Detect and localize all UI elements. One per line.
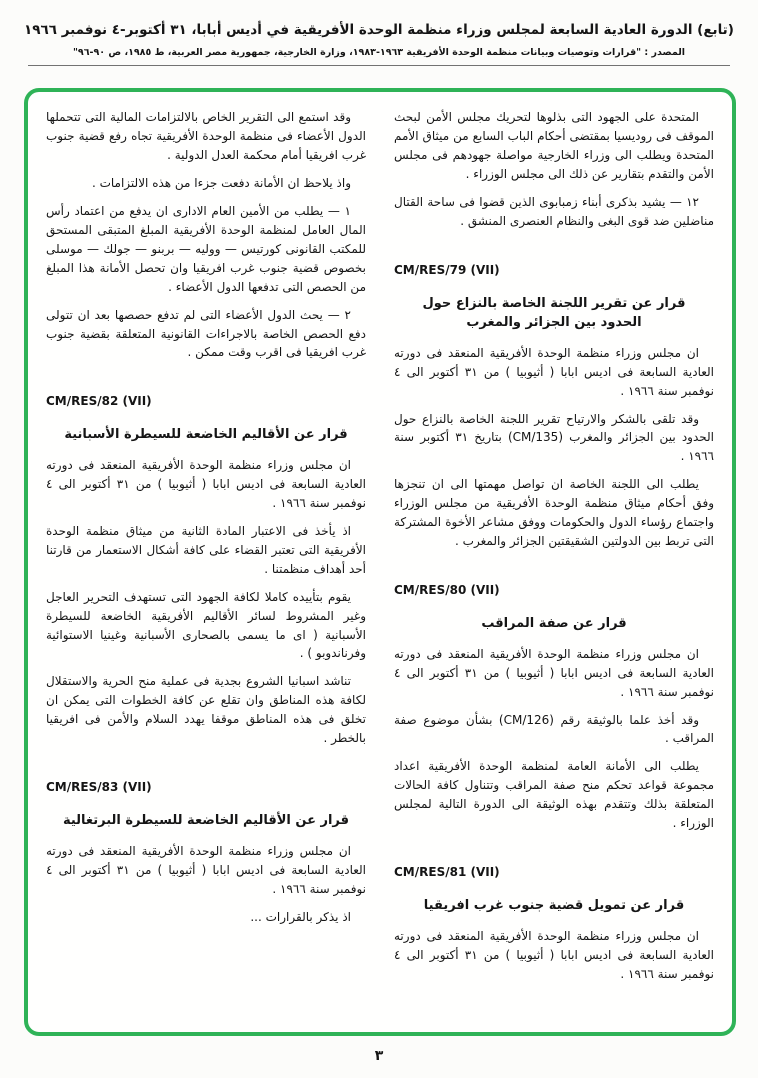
paragraph: ان مجلس وزراء منظمة الوحدة الأفريقية المنعقد فى دورته العادية السابعة فى اديس ابابا ( أثيوبيا ) من ٣١ أكتوبر الى ٤ نوفمبر سنة ١٩٦٦ . [394,646,714,699]
column-right [394,108,714,1016]
resolution-code: CM/RES/79 (VII) [394,262,500,277]
paragraph: ان مجلس وزراء منظمة الوحدة الأفريقية المنعقد فى دورته العادية السابعة فى اديس ابابا ( أثيوبيا ) من ٣١ أكتوبر الى ٤ نوفمبر سنة ١٩٦٦ . [394,345,714,398]
paragraph: وقد أخذ علما بالوثيقة رقم (CM/126) بشأن موضوع صفة المراقب . [394,712,714,746]
paragraph: وقد استمع الى التقرير الخاص بالالتزامات المالية التى تتحملها الدول الأعضاء فى منظمة الوحدة الأفريقية تجاه رفع قضية جنوب غرب افريقيا أمام محكمة العدل الدولية . [46,110,366,162]
resolution-title: قرار عن تقرير اللجنة الخاصة بالنزاع حول الحدود بين الجزائر والمغرب [422,295,686,331]
header-title: (تابع) الدورة العادية السابعة لمجلس وزراء منظمة الوحدة الأفريقية في أديس أبابا، ٣١ أكتوبر-٤ نوفمبر ١٩٦٦ [24,22,734,38]
paragraph: اذ يذكر بالقرارات ... [250,909,351,924]
resolution-title: قرار عن تمويل قضية جنوب غرب افريقيا [423,898,685,914]
paragraph: تناشد اسبانيا الشروع بجدية فى عملية منح الحرية والاستقلال لكافة هذه المناطق وان تقلع عن كافة الخطوات التى يمكن ان تخلق فى هذه المناطق موقفا يهدد السلام والأمن فى افريقيا بالخطر . [46,674,366,746]
paragraph: يقوم بتأييده كاملا لكافة الجهود التى تستهدف التحرير العاجل وغير المشروط لسائر الأقاليم الأفريقية الخاضعة للسيطرة الأسبانية ( اى ما يسمى بالصحارى الأسبانية وغينيا الاستوائية وفرناندوبو ) . [46,589,366,661]
paragraph: يطلب الى الأمانة العامة لمنظمة الوحدة الأفريقية اعداد مجموعة قواعد تحكم منح صفة المراقب وتتناول كافة الحالات المتعلقة بذلك وتتقدم بهذه الوثيقة الى الدورة التالية لمجلس الوزراء . [394,759,714,831]
paragraph: واذ يلاحظ ان الأمانة دفعت جزءا من هذه الالتزامات . [91,175,351,190]
paragraph: ١ — يطلب من الأمين العام الادارى ان يدفع من اعتماد رأس المال العامل لمنظمة الوحدة الأفريقية المبلغ المتبقى المستحق للمكتب القانونى كورتيس — ووليه — بربنو — جولك — موسلى بخصوص قضية جنوب غرب افريقيا وان تحصل الأمانة هذا المبلغ من الحصص التى تدفعها الدول الأعضاء . [46,203,366,294]
paragraph: ان مجلس وزراء منظمة الوحدة الأفريقية المنعقد فى دورته العادية السابعة فى اديس ابابا ( أثيوبيا ) من ٣١ أكتوبر الى ٤ نوفمبر سنة ١٩٦٦ . [394,928,714,981]
header-divider [28,65,730,66]
resolution-title: قرار عن صفة المراقب [481,616,627,632]
paragraph: وقد تلقى بالشكر والارتياح تقرير اللجنة الخاصة بالنزاع حول الحدود بين الجزائر والمغرب (CM/135) بتاريخ ٣١ أكتوبر سنة ١٩٦٦ . [394,411,714,464]
paragraph: ان مجلس وزراء منظمة الوحدة الأفريقية المنعقد فى دورته العادية السابعة فى اديس ابابا ( أثيوبيا ) من ٣١ أكتوبر الى ٤ نوفمبر سنة ١٩٦٦ . [46,843,366,896]
paragraph: المتحدة على الجهود التى بذلوها لتحريك مجلس الأمن لبحث الموقف فى روديسيا بمقتضى أحكام الباب السابع من ميثاق الأمم المتحدة ويطلب الى وزراء الخارجية مواصلة جهودهم فى مجلس الأمن والتقدم بتقارير عن ذلك الى مجلس الوزراء . [394,110,714,181]
resolution-title: قرار عن الأقاليم الخاضعة للسيطرة الأسبانية [64,427,348,443]
paragraph: ١٢ — يشيد بذكرى أبناء زمبابوى الذين قضوا فى ساحة القتال مناضلين ضد قوى البغى والنظام العنصرى المنشق . [394,194,714,228]
resolutions-frame [24,88,736,1036]
paragraph: يطلب الى اللجنة الخاصة ان تواصل مهمتها الى ان تنجزها وفق أحكام ميثاق منظمة الوحدة الأفريقية من مجلس الوزراء واجتماع رؤساء الدول والحكومات ووفق مشاعر الأخوة المشتركة التى تربط بين الدولتين الشقيقتين الجزائر والمغرب . [394,477,714,549]
header-source-line: المصدر : "قرارات وتوصيات وبيانات منظمة الوحدة الأفريقية ١٩٦٣-١٩٨٣، وزارة الخارجية، جمهورية مصر العربية، ط ١٩٨٥، ص ٩٠-٩٦" [72,47,686,58]
page-number: ٣ [374,1048,384,1064]
document-header [0,0,758,66]
resolution-code: CM/RES/82 (VII) [46,394,152,409]
resolution-code: CM/RES/83 (VII) [46,780,152,795]
resolution-code: CM/RES/80 (VII) [394,583,500,598]
resolution-code: CM/RES/81 (VII) [394,865,500,880]
paragraph: ٢ — يحث الدول الأعضاء التى لم تدفع حصصها بعد ان تتولى دفع الحصص الخاصة بالاجراءات القانونية المتعلقة بقضية جنوب غرب افريقيا فى اقرب وقت ممكن . [46,307,366,360]
paragraph: ان مجلس وزراء منظمة الوحدة الأفريقية المنعقد فى دورته العادية السابعة فى اديس ابابا ( أثيوبيا ) من ٣١ أكتوبر الى ٤ نوفمبر سنة ١٩٦٦ . [46,457,366,510]
paragraph: اذ يأخذ فى الاعتبار المادة الثانية من ميثاق منظمة الوحدة الأفريقية التى تعتبر القضاء على كافة أشكال الاستعمار من قارتنا أحد أهداف منظمتنا . [46,523,366,576]
column-left [46,108,366,1016]
resolution-title: قرار عن الأقاليم الخاضعة للسيطرة البرتغالية [62,813,350,829]
